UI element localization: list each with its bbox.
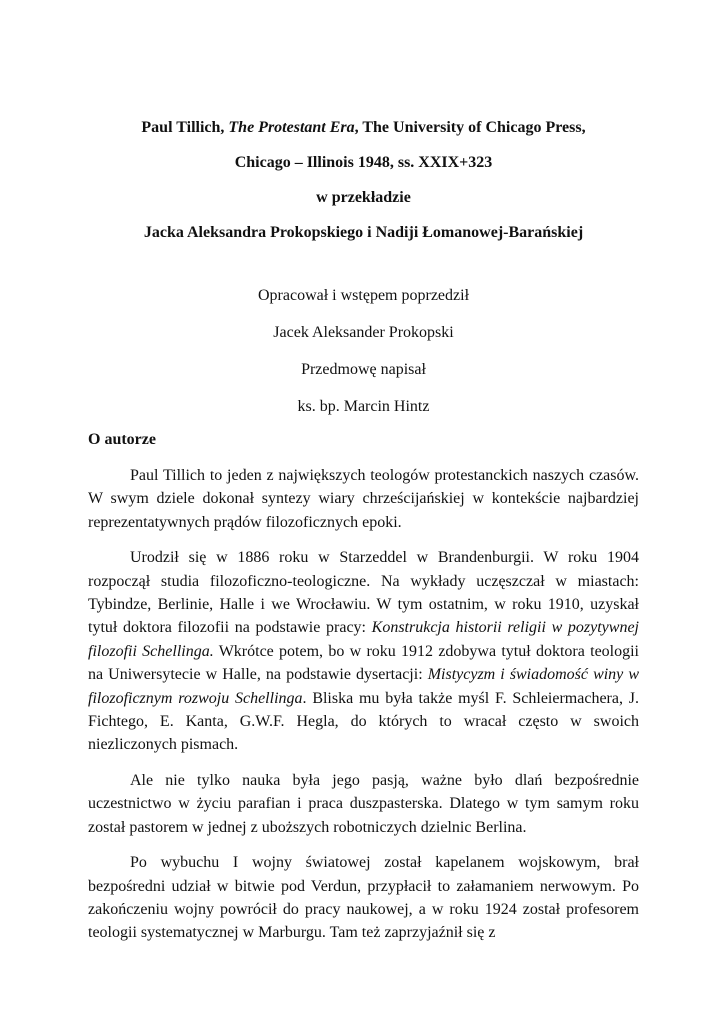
paragraph-2-text-a: Urodził się w 1886 roku w Starzeddel w Brandenburgii. W roku 1904 rozpoczął studia filozoficzno-teologiczne. Na wykłady uczęszczał w miastach: Tybindze, Berlinie, Halle i we Wrocławiu. W tym ostatnim, w roku 1910, uzyskał tytuł doktora filozofii na podstawie pracy: [88, 549, 639, 637]
credit-preface-role: Przedmowę napisał [301, 361, 426, 378]
paragraph-2-work-title-1: Konstrukcja historii religii w pozytywnej filozofii Schellinga. [88, 619, 639, 660]
header-line-2: Chicago – Illinois 1948, ss. XXIX+323 [234, 154, 493, 171]
credit-editor-role: Opracował i wstępem poprzedził [257, 287, 470, 304]
header-line-3: w przekładzie [316, 189, 411, 206]
document-page [88, 118, 639, 945]
header-author: Paul Tillich, [141, 119, 229, 136]
section-heading: O autorze [88, 431, 156, 448]
credit-preface-name: ks. bp. Marcin Hintz [297, 398, 430, 415]
header-book-title: The Protestant Era [228, 119, 355, 136]
paragraph-2-text-b: Wkrótce potem, bo w roku 1912 zdobywa tytuł doktora teologii na Uniwersytecie w Halle, na podstawie dysertacji: [88, 642, 640, 684]
paragraph-1: Paul Tillich to jeden z największych teologów protestanckich naszych czasów. W swym dziele dokonał syntezy wiary chrześcijańskiej w kontekście najbardziej reprezentatywnych prądów filozoficznych epoki. [88, 467, 639, 531]
paragraph-2-work-title-2: Mistycyzm i świadomość winy w filozoficznym rozwoju Schellinga [88, 666, 640, 707]
header-publisher: , The University of Chicago Press, [354, 119, 586, 136]
credit-editor-name: Jacek Aleksander Prokopski [273, 324, 454, 341]
header-translators: Jacka Aleksandra Prokopskiego i Nadiji Łomanowej-Barańskiej [143, 224, 584, 241]
header-line-1 [88, 118, 639, 138]
paragraph-3: Ale nie tylko nauka była jego pasją, ważne było dlań bezpośrednie uczestnictwo w życiu parafian i praca duszpasterska. Dlatego w tym samym roku został pastorem w jednej z uboższych robotniczych dzielnic Berlina. [88, 771, 639, 836]
paragraph-2-text-c: . Bliska mu była także myśl F. Schleiermachera, J. Fichtego, E. Kanta, G.W.F. Hegla, do których to wracał często w swoich niezliczonych pismach. [88, 689, 640, 754]
paragraph-4: Po wybuchu I wojny światowej został kapelanem wojskowym, brał bezpośredni udział w bitwie pod Verdun, przypłacił to załamaniem nerwowym. Po zakończeniu wojny powrócił do pracy naukowej, a w roku 1924 został profesorem teologii systematycznej w Marburgu. Tam też zaprzyjaźnił się z [88, 854, 639, 942]
paragraph-2 [88, 546, 639, 757]
